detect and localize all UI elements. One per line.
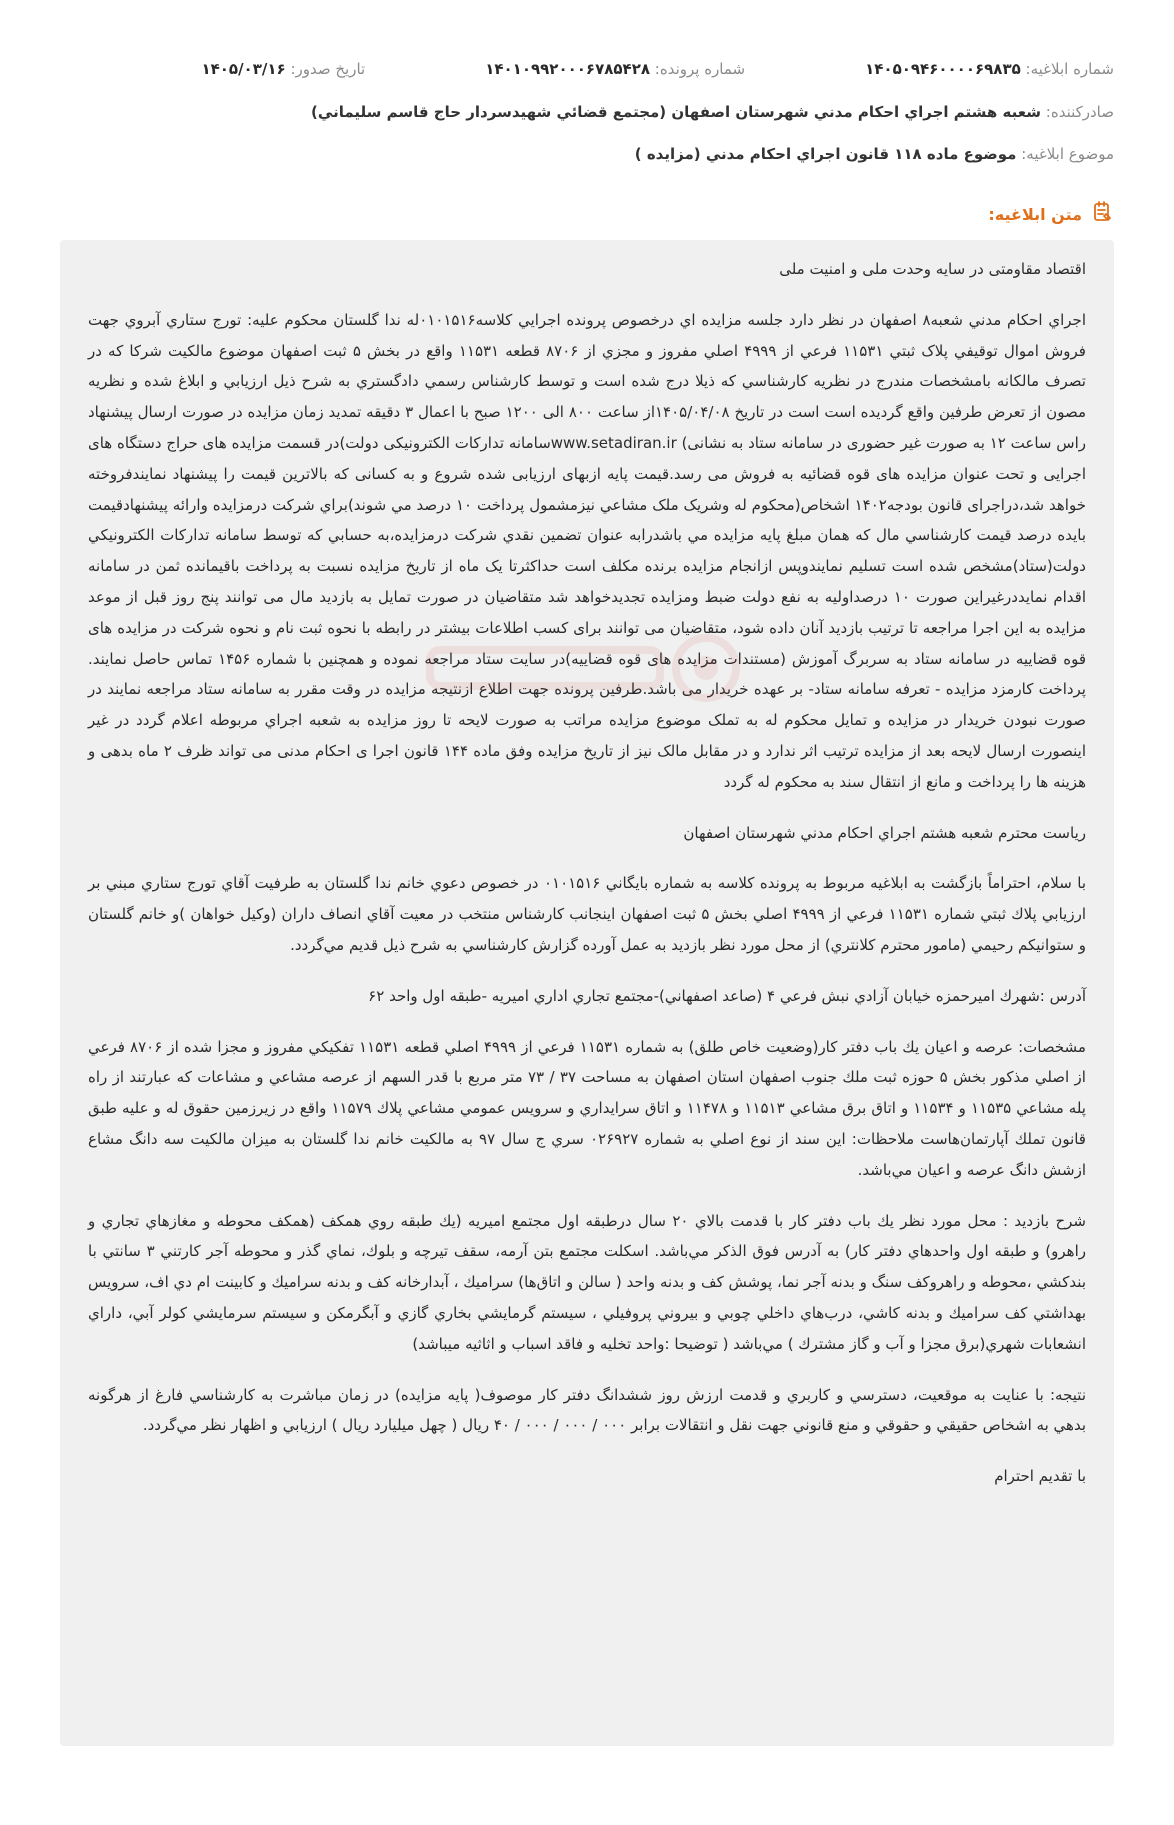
subject-row <box>60 142 1114 166</box>
subject-label: موضوع ابلاغیه: <box>1021 145 1114 163</box>
notice-number-value: ۱۴۰۵۰۹۴۶۰۰۰۰۶۹۸۳۵ <box>865 60 1021 78</box>
notice-section-label: متن ابلاغیه: <box>988 204 1082 224</box>
notice-number-group <box>865 57 1114 81</box>
subject-value: موضوع ماده ۱۱۸ قانون اجراي احكام مدني (مزايده ) <box>634 145 1017 163</box>
notice-paragraph-closing: با تقديم احترام <box>994 1467 1086 1486</box>
case-number-value: ۱۴۰۱۰۹۹۲۰۰۰۶۷۸۵۴۲۸ <box>485 60 650 78</box>
issue-date-group <box>201 57 365 81</box>
notice-document-icon <box>1090 200 1114 228</box>
notice-body <box>60 240 1114 1746</box>
notice-paragraph-inspection: شرح بازديد : محل مورد نظر يك باب دفتر كار با قدمت بالاي ۲۰ سال درطبقه اول مجتمع اميريه (يك طبقه روي همكف (همكف محوطه و مغازهاي تجاري و راهرو) و طبقه اول واحدهاي دفتر كار) به آدرس فوق الذكر مي‌باشد. اسكلت مجتمع بتن آرمه، سقف تيرچه و بلوك، نماي گذر و محوطه آجر كارتني ۳ سانتي با بندكشي ،محوطه و راهروكف سنگ و بدنه آجر نما، پوشش كف و بدنه واحد ( سالن و اتاق‌ها) سراميك ، آبدارخانه كف و بدنه سراميك و كابينت ام دي اف، سرويس بهداشتي كف سراميك و بدنه كاشي، درب‌هاي داخلي چوبي و بيروني پروفيلي ، سيستم گرمايشي بخاري گازي و آبگرمكن و سيستم سرمايشي كولر آبي، داراي انشعابات شهري(برق مجزا و آب و گاز مشترك ) مي‌باشد ( توضيحا :واحد تخليه و فاقد اسباب و اثاثيه ميباشد) <box>88 1211 1086 1353</box>
issuer-label: صادرکننده: <box>1045 103 1114 121</box>
notice-paragraph-addressee: رياست محترم شعبه هشتم اجراي احكام مدني شهرستان اصفهان <box>683 823 1086 842</box>
case-number-label: شماره پرونده: <box>654 60 746 78</box>
notice-number-label: شماره ابلاغیه: <box>1025 60 1114 78</box>
issuer-value: شعبه هشتم اجراي احكام مدني شهرستان اصفهان (مجتمع قضائي شهيدسردار حاج قاسم سليماني) <box>311 103 1041 121</box>
notice-section-title <box>988 200 1114 228</box>
notice-paragraph-auction: اجراي احكام مدني شعبه۸ اصفهان در نظر دارد جلسه مزايده اي درخصوص پرونده اجرايي كلاسه۰۱۰۱۵۱۶له ندا گلستان محكوم عليه: تورج ستاري آبروي جهت فروش اموال توقيفي پلاک ثبتي ۱۱۵۳۱ فرعي از ۴۹۹۹ اصلي مفروز و مجزي از ۸۷۰۶ قطعه ۱۱۵۳۱ واقع در بخش ۵ ثبت اصفهان موضوع مالكيت شركا كه در تصرف مالكانه بامشخصات مندرج در نظريه كارشناسي كه ذيلا درج شده است و توسط كارشناس رسمي دادگستري به شرح ذيل ارزيابي و ابلاغ شده و نظريه مصون از تعرض طرفين واقع گرديده است است در تاريخ ۱۴۰۵/۰۴/۰۸از ساعت ۸۰۰ الی ۱۲۰۰ صبح با اعمال ۳ دقیقه تمدید زمان مزایده در صورت ارسال پیشنهاد راس ساعت ۱۲ به صورت غیر حضوری در سامانه ستاد به نشانی) www.setadiran.irسامانه تداركات الكترونيكی دولت)در قسمت مزایده های حراج دستگاه های اجرایی و تحت عنوان مزایده های قوه قضائیه به فروش می رسد.قیمت پایه ازبهای ارزیابی شده شروع و به كسانی كه بالاترین قیمت را پیشنهاد نمایندفروخته خواهد شد،دراجرای قانون بودجه۱۴۰۲ اشخاص(محكوم له وشريک ملک مشاعي نيزمشمول پرداخت ۱۰ درصد مي شوند)براي شركت درمزايده وارائه پيشنهادقيمت بايده درصد قيمت كارشناسي مال كه همان مبلغ پايه مزايده مي باشدرابه عنوان تضمين نقدي شركت درمزايده،به حسابي كه توسط سامانه تداركات الكترونيكي دولت(ستاد)مشخص شده است تسليم نمايندوپس ازانجام مزايده برنده مكلف است حداكثرتا يک ماه از تاريخ مزايده نسبت به پرداخت باقيمانده ثمن در سامانه اقدام نمايددرغيراين صورت ۱۰ درصداوليه به نفع دولت ضبط ومزايده تجديدخواهد شد متقاضیان در صورت تمایل به بازدید مال می توانند پنج روز قبل از موعد مزایده به این اجرا مراجعه تا ترتیب بازدید آنان داده شود، متقاضیان می توانند برای كسب اطلاعات بیشتر در رابطه با نحوه ثبت نام و نحوه شركت در مزایده های قوه قضاییه در سامانه ستاد به سربرگ آموزش (مستندات مزایده های قوه قضاییه)در سایت ستاد مراجعه نموده و همچنین با شماره ۱۴۵۶ تماس حاصل نمایند. پرداخت كارمزد مزایده - تعرفه سامانه ستاد- بر عهده خریدار می باشد.طرفین پرونده جهت اطلاع ازنتيجه مزايده در وقت مقرر به سامانه ستاد مراجعه نمايند در صورت نبودن خريدار در مزايده و تمايل محكوم له به تملک موضوع مزايده مراتب به صورت لايحه تا روز مزايده به شعبه اجراي مربوطه اعلام گردد در غير اينصورت ارسال لايحه بعد از مزايده ترتيب اثر ندارد و در مقابل مالک نيز از تاريخ مزايده وفق ماده ۱۴۴ قانون اجرا ی احکام مدنی می تواند ظرف ۲ ماه بدهی و هزينه ها را پرداخت و مانع از انتقال سند به محکوم له گردد <box>88 310 1087 791</box>
issue-date-label: تاریخ صدور: <box>290 60 366 78</box>
issuer-row <box>60 100 1114 124</box>
notice-paragraph-motto: اقتصاد مقاومتی در سایه وحدت ملی و امنیت ملی <box>779 260 1086 278</box>
case-number-group <box>485 57 745 81</box>
notice-paragraph-greeting: با سلام، احتراماً بازگشت به ابلاغيه مربوط به پرونده كلاسه به شماره بايگاني ۰۱۰۱۵۱۶ در خصوص دعوي خانم ندا گلستان به طرفيت آقاي تورج ستاري مبني بر ارزيابي پلاك ثبتي شماره ۱۱۵۳۱ فرعي از ۴۹۹۹ اصلي بخش ۵ ثبت اصفهان اينجانب كارشناس منتخب در معيت آقاي انصاف داران (وكيل خواهان )و خانم گلستان و ستوانيكم رحيمي (مامور محترم كلانتري) از محل مورد نظر بازديد به عمل آورده گزارش كارشناسي به شرح ذيل قديم مي‌گردد. <box>88 874 1087 954</box>
issue-date-value: ۱۴۰۵/۰۳/۱۶ <box>201 60 286 78</box>
notice-paragraph-result: نتيجه: با عنايت به موقعيت، دسترسي و كاربري و قدمت ارزش روز ششدانگ دفتر كار موصوف( پايه مزايده) در زمان مباشرت به كارشناسي فارغ از هرگونه بدهي به اشخاص حقيقي و حقوقي و منع قانوني جهت نقل و انتقالات برابر ۰۰۰ / ۰۰۰ / ۰۰۰ / ۴۰ ريال ( چهل ميليارد ريال ) ارزيابي و اظهار نظر مي‌گردد. <box>88 1385 1086 1435</box>
header-meta-row <box>60 57 1114 81</box>
notice-paragraph-specs: مشخصات: عرصه و اعيان يك باب دفتر كار(وضعيت خاص طلق) به شماره ۱۱۵۳۱ فرعي از ۴۹۹۹ اصلي قطعه ۱۱۵۳۱ تفكيكي مفروز و مجزا شده از ۸۷۰۶ فرعي از اصلي مذكور بخش ۵ حوزه ثبت ملك جنوب اصفهان استان اصفهان به مساحت ۳۷ / ۷۳ متر مربع با قدر السهم از عرصه مشاعي و مشاعات كه عبارتند از راه پله مشاعي ۱۱۵۳۵ و ۱۱۵۳۴ و اتاق برق مشاعي ۱۱۵۱۳ و ۱۱۴۷۸ و اتاق سرايداري و سرويس عمومي مشاعي پلاك ۱۱۵۷۹ واقع در زيرزمين حقوق له و عليه طبق قانون تملك آپارتمان‌هاست ملاحظات: اين سند از نوع اصلي به شماره ۰۲۶۹۲۷ سري ج سال ۹۷ به مالكيت خانم ندا گلستان به ميزان مالكيت سه دانگ مشاع ازشش دانگ عرصه و اعيان مي‌باشد. <box>88 1037 1086 1179</box>
notice-paragraph-address: آدرس :شهرك اميرحمزه خيابان آزادي نبش فرعي ۴ (صاعد اصفهاني)-مجتمع تجاري اداري اميريه -طبقه اول واحد ۶۲ <box>368 986 1086 1005</box>
